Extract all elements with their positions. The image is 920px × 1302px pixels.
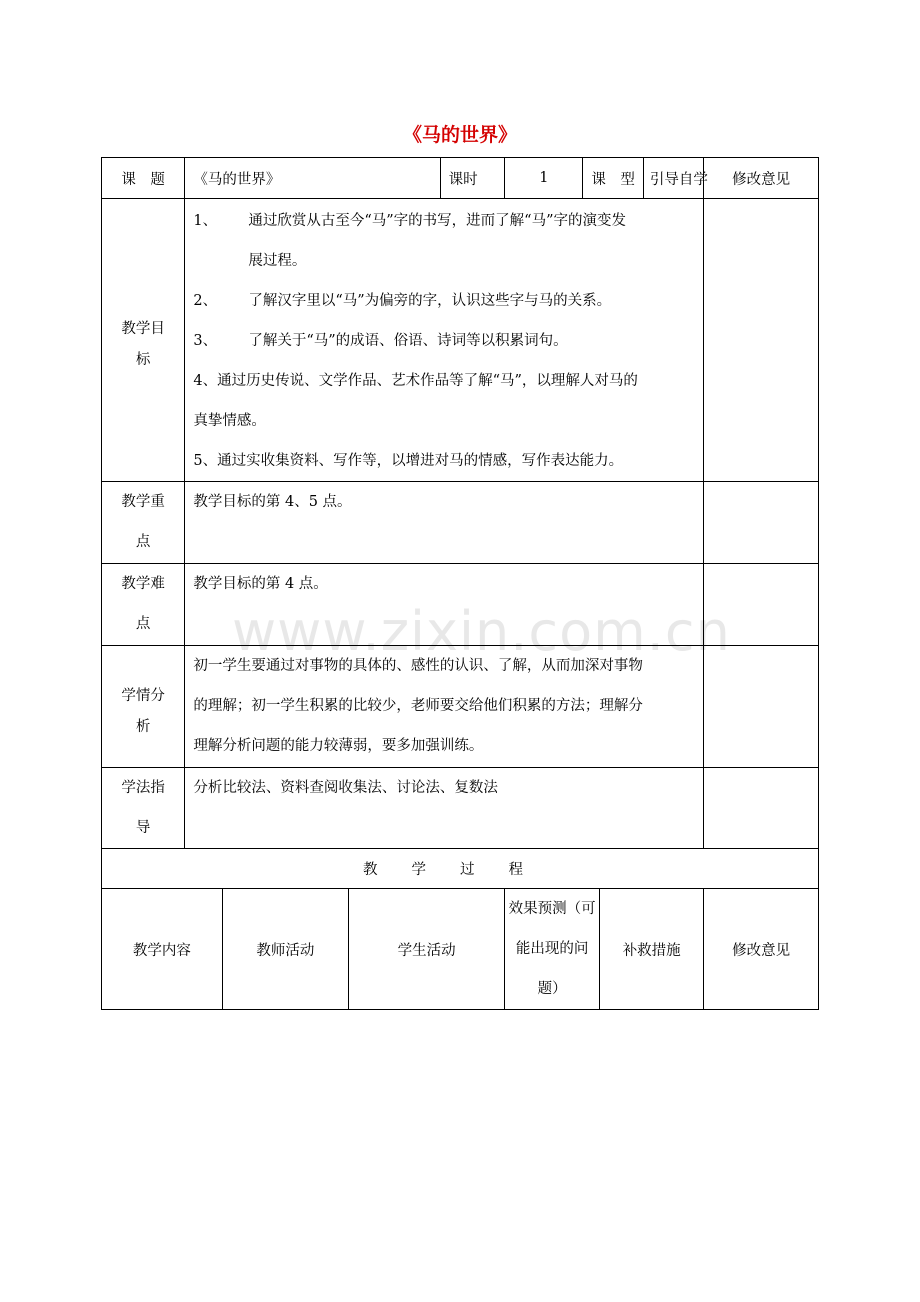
analysis-row (102, 646, 819, 768)
process-header-row (102, 849, 819, 889)
process-header: 教学过程 (102, 849, 819, 889)
col-revision: 修改意见 (704, 889, 819, 1010)
objective-line: 3、 了解关于“马”的成语、俗语、诗词等以积累词句。 (193, 333, 568, 349)
header-info-row (102, 158, 819, 199)
key-points-label: 教学重 点 (102, 482, 185, 564)
methods-label: 学法指 导 (102, 768, 185, 849)
objectives-revision (704, 199, 819, 482)
objective-line: 2、 了解汉字里以“马”为偏旁的字，认识这些字与马的关系。 (193, 293, 612, 309)
difficulties-label: 教学难 点 (102, 564, 185, 646)
objectives-label-line1: 教学目 (121, 321, 165, 337)
methods-content: 分析比较法、资料查阅收集法、讨论法、复数法 (185, 768, 704, 849)
type-label: 课 型 (583, 158, 643, 199)
watermark: www.zixin.com.cn (232, 600, 731, 663)
objectives-label-line2: 标 (135, 352, 151, 368)
methods-revision (704, 768, 819, 849)
analysis-line: 理解分析问题的能力较薄弱，要多加强训练。 (193, 738, 484, 754)
col-remedy: 补救措施 (600, 889, 704, 1010)
analysis-line: 初一学生要通过对事物的具体的、感性的认识、了解，从而加深对事物 (193, 658, 643, 674)
col-teaching-content: 教学内容 (102, 889, 223, 1010)
objective-line: 5、通过实收集资料、写作等，以增进对马的情感，写作表达能力。 (193, 453, 624, 469)
analysis-label: 学情分 析 (102, 646, 185, 768)
key-points-revision (704, 482, 819, 564)
analysis-content (185, 646, 704, 768)
revision-label: 修改意见 (704, 158, 819, 199)
lesson-plan-table (101, 157, 819, 1010)
analysis-line: 的理解；初一学生积累的比较少，老师要交给他们积累的方法；理解分 (193, 698, 643, 714)
difficulties-revision (704, 564, 819, 646)
analysis-revision (704, 646, 819, 768)
objective-line: 展过程。 (248, 253, 307, 269)
difficulties-content: 教学目标的第 4 点。 (185, 564, 704, 646)
col-effect-prediction: 效果预测（可 能出现的问题） (505, 889, 600, 1010)
objectives-row (102, 199, 819, 482)
objective-line: 真挚情感。 (193, 413, 266, 429)
objective-line: 1、 通过欣赏从古至今“马”字的书写，进而了解“马”字的演变发 (193, 213, 627, 229)
key-points-row (102, 482, 819, 564)
objectives-content (185, 199, 704, 482)
col-student-activity: 学生活动 (348, 889, 504, 1010)
key-points-content: 教学目标的第 4、5 点。 (185, 482, 704, 564)
objectives-label (102, 199, 185, 482)
period-value: 1 (505, 158, 583, 199)
objective-line: 4、通过历史传说、文学作品、艺术作品等了解“马”，以理解人对马的 (193, 373, 638, 389)
period-label: 课时 (440, 158, 505, 199)
methods-row (102, 768, 819, 849)
col-teacher-activity: 教师活动 (222, 889, 348, 1010)
process-columns-row (102, 889, 819, 1010)
topic-value: 《马的世界》 (185, 158, 440, 199)
type-value: 引导自学 (643, 158, 703, 199)
difficulties-row (102, 564, 819, 646)
document-title: 《马的世界》 (402, 124, 517, 146)
topic-label: 课 题 (102, 158, 185, 199)
